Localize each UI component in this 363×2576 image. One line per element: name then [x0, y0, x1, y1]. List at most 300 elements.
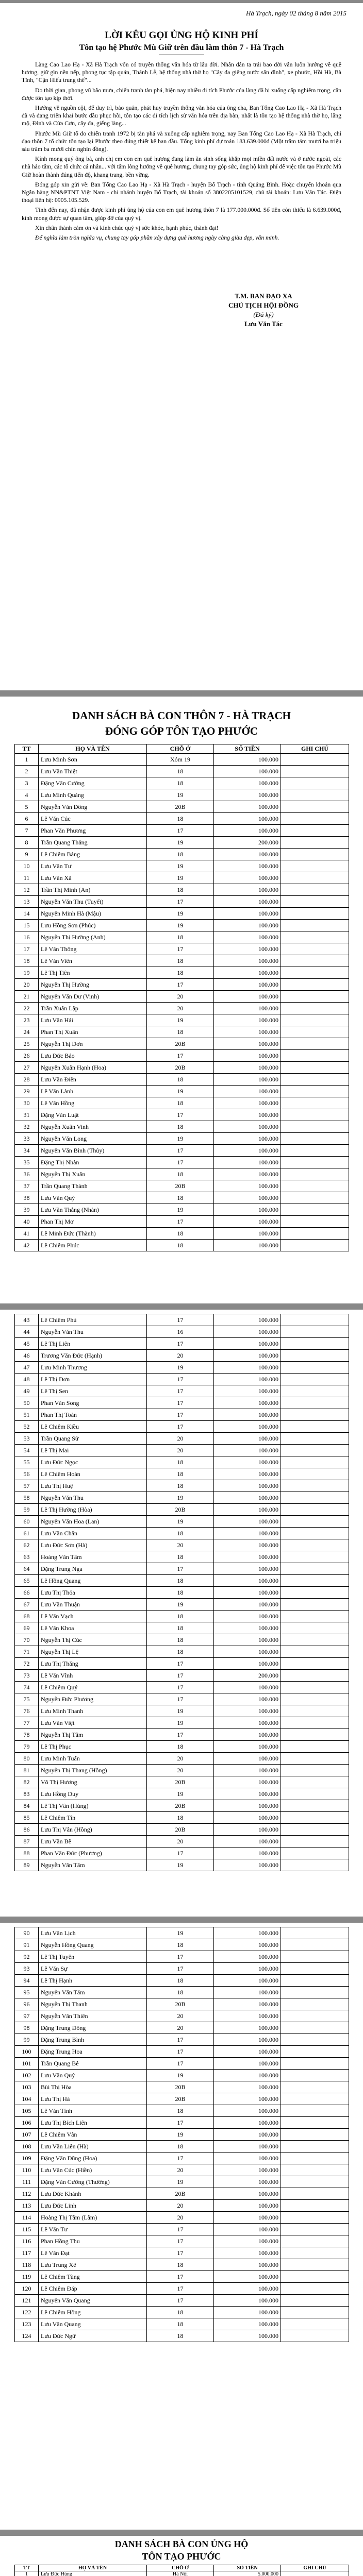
amount: 100.000 — [214, 2318, 281, 2330]
amount: 100.000 — [214, 1975, 281, 1987]
row-number: 73 — [15, 1670, 39, 1682]
row-number: 13 — [15, 896, 39, 908]
residence: 18 — [147, 766, 214, 777]
table-row — [15, 1026, 349, 1038]
note — [281, 1599, 349, 1611]
note — [281, 813, 349, 825]
donor-name: Lê Văn Đạt — [39, 2247, 147, 2259]
donor-name: Đặng Thị Nhàn — [39, 1157, 147, 1168]
residence: 19 — [147, 1014, 214, 1026]
row-number: 101 — [15, 2058, 39, 2070]
table-row — [15, 955, 349, 967]
amount: 100.000 — [214, 1216, 281, 1228]
amount: 100.000 — [214, 1314, 281, 1326]
residence: 18 — [147, 1987, 214, 1998]
row-number: 66 — [15, 1587, 39, 1599]
amount: 100.000 — [214, 943, 281, 955]
row-number: 97 — [15, 2010, 39, 2022]
note — [281, 1963, 349, 1975]
amount: 100.000 — [214, 991, 281, 1003]
residence: 18 — [147, 2307, 214, 2318]
note — [281, 1180, 349, 1192]
donor-name: Lê Chiêm Tùng — [39, 2271, 147, 2283]
table-row — [15, 1492, 349, 1504]
residence: 19 — [147, 1717, 214, 1729]
amount: 100.000 — [214, 1168, 281, 1180]
amount: 100.000 — [214, 979, 281, 991]
table-row — [15, 1939, 349, 1951]
table-row — [15, 1812, 349, 1824]
residence: 18 — [147, 1551, 214, 1563]
row-number: 69 — [15, 1622, 39, 1634]
table-row — [15, 2105, 349, 2117]
table-row — [15, 1776, 349, 1788]
note — [281, 1026, 349, 1038]
note — [281, 1480, 349, 1492]
donor-name: Lưu Văn Liên (Hà) — [39, 2141, 147, 2153]
note — [281, 2129, 349, 2141]
note — [281, 825, 349, 837]
donor-table — [14, 1927, 349, 2342]
donor-name: Lê Chiêm Hồng — [39, 2307, 147, 2318]
donor-name: Phan Văn Đức (Phương) — [39, 1848, 147, 1859]
amount: 100.000 — [214, 813, 281, 825]
row-number: 7 — [15, 825, 39, 837]
residence: 18 — [147, 813, 214, 825]
table-row — [15, 1180, 349, 1192]
note — [281, 967, 349, 979]
residence: 18 — [147, 2318, 214, 2330]
residence: 20B — [147, 1038, 214, 1050]
residence: 18 — [147, 1622, 214, 1634]
donor-name: Lê Chiêm Vân — [39, 2129, 147, 2141]
amount: 100.000 — [214, 2034, 281, 2046]
table-row — [15, 1634, 349, 1646]
note — [281, 1528, 349, 1539]
amount: 100.000 — [214, 1433, 281, 1445]
note — [281, 789, 349, 801]
donor-name: Lê Thị Tiên — [39, 967, 147, 979]
donor-name: Lưu Đức Ngữ — [39, 2330, 147, 2342]
table-row — [15, 1456, 349, 1468]
row-number: 71 — [15, 1646, 39, 1658]
amount: 100.000 — [214, 1192, 281, 1204]
note — [281, 1539, 349, 1551]
row-number: 40 — [15, 1216, 39, 1228]
residence: 17 — [147, 2271, 214, 2283]
residence: 19 — [147, 1204, 214, 1216]
table-row — [15, 1362, 349, 1374]
amount: 100.000 — [214, 2271, 281, 2283]
residence: 18 — [147, 1939, 214, 1951]
donor-name: Lưu Văn Thiệt — [39, 766, 147, 777]
residence: 17 — [147, 2247, 214, 2259]
note — [281, 1314, 349, 1326]
table-row — [15, 1168, 349, 1180]
letter-paragraph: Phước Mù Giữ tổ do chiến tranh 1972 bị tàn phá và xuống cấp nghiêm trọng, nay Ban Tổng Cao Lao Hạ - Xã Hà Trạch, chỉ đạo thôn 7 tổ chức tôn tạo lại Phước theo đúng thiết kế ban đầu. Tổng kinh phí dự toán 183.639.000đ (Một trăm tám mươi ba triệu sáu trăm ba mươi chín nghìn đồng). — [22, 130, 341, 153]
note — [281, 1326, 349, 1338]
donor-name: Lê Chiêm Phú — [39, 1314, 147, 1326]
residence: 16 — [147, 1326, 214, 1338]
note — [281, 2283, 349, 2295]
donor-name: Lê Chiêm Tín — [39, 1812, 147, 1824]
note — [281, 2235, 349, 2247]
table-body — [15, 1927, 349, 2342]
table-row — [15, 2176, 349, 2188]
row-number: 1 — [15, 754, 39, 766]
note — [281, 1646, 349, 1658]
letter-date: Hà Trạch, ngày 02 tháng 8 năm 2015 — [246, 9, 346, 17]
residence: 20 — [147, 1836, 214, 1848]
donor-name: Lê Văn Vạch — [39, 1611, 147, 1622]
note — [281, 1338, 349, 1350]
residence: 18 — [147, 2259, 214, 2271]
table-row — [15, 1109, 349, 1121]
table-row — [15, 2259, 349, 2271]
amount: 100.000 — [214, 1038, 281, 1050]
note — [281, 1998, 349, 2010]
table-row — [15, 849, 349, 860]
row-number: 67 — [15, 1599, 39, 1611]
note — [281, 1168, 349, 1180]
table-body — [15, 1314, 349, 1871]
table-row — [15, 2081, 349, 2093]
table-row — [15, 1338, 349, 1350]
row-number: 105 — [15, 2105, 39, 2117]
amount: 100.000 — [214, 1445, 281, 1456]
residence: 17 — [147, 1050, 214, 1062]
row-number: 54 — [15, 1445, 39, 1456]
donor-name: Lưu Văn Thuận — [39, 1599, 147, 1611]
note — [281, 1634, 349, 1646]
note — [281, 1468, 349, 1480]
residence: 20B — [147, 1998, 214, 2010]
signature-title: CHỦ TỊCH HỘI ĐỒNG — [228, 301, 299, 309]
row-number: 51 — [15, 1409, 39, 1421]
donor-name: Đặng Trung Nga — [39, 1563, 147, 1575]
donor-name: Lưu Đức Bảo — [39, 1050, 147, 1062]
donor-name: Đặng Trung Đông — [39, 2022, 147, 2034]
table-row — [15, 1575, 349, 1587]
donor-name: Lưu Minh Quảng — [39, 789, 147, 801]
residence: 17 — [147, 943, 214, 955]
amount: 100.000 — [214, 1859, 281, 1871]
note — [281, 2318, 349, 2330]
donor-name: Lê Văn Cúc — [39, 813, 147, 825]
residence: 17 — [147, 1409, 214, 1421]
donor-name: Nguyễn Thị Xuân — [39, 1168, 147, 1180]
row-number: 37 — [15, 1180, 39, 1192]
page-list-2 — [4, 1310, 359, 1917]
residence: 18 — [147, 1456, 214, 1468]
table-row — [15, 1717, 349, 1729]
amount: 100.000 — [214, 1480, 281, 1492]
column-header: CHỖ Ở — [147, 744, 214, 754]
amount: 100.000 — [214, 2046, 281, 2058]
row-number: 46 — [15, 1350, 39, 1362]
residence: 17 — [147, 2283, 214, 2295]
letter-title: LỜI KÊU GỌI ỦNG HỘ KINH PHÍ — [105, 30, 258, 41]
row-number: 21 — [15, 991, 39, 1003]
row-number: 16 — [15, 931, 39, 943]
amount: 100.000 — [214, 860, 281, 872]
amount: 100.000 — [214, 1717, 281, 1729]
row-number: 12 — [15, 884, 39, 896]
row-number: 77 — [15, 1717, 39, 1729]
row-number: 38 — [15, 1192, 39, 1204]
amount: 100.000 — [214, 1145, 281, 1157]
row-number: 57 — [15, 1480, 39, 1492]
residence: 17 — [147, 1397, 214, 1409]
note — [281, 1551, 349, 1563]
residence: 17 — [147, 825, 214, 837]
residence: 20 — [147, 2010, 214, 2022]
table-row — [15, 2046, 349, 2058]
note — [281, 2212, 349, 2224]
row-number: 55 — [15, 1456, 39, 1468]
amount: 100.000 — [214, 1338, 281, 1350]
donor-name: Lê Thị Mai — [39, 1445, 147, 1456]
donor-name: Lê Văn Hồng — [39, 1097, 147, 1109]
row-number: 50 — [15, 1397, 39, 1409]
note — [281, 1157, 349, 1168]
page-separator — [0, 1917, 363, 1923]
donor-name: Lưu Minh Tuấn — [39, 1753, 147, 1765]
signature-block — [204, 292, 323, 329]
note — [281, 837, 349, 849]
donor-name: Lưu Thị Huệ — [39, 1480, 147, 1492]
note — [281, 1717, 349, 1729]
page-separator — [0, 1303, 363, 1310]
row-number: 56 — [15, 1468, 39, 1480]
note — [281, 1350, 349, 1362]
residence: 19 — [147, 1788, 214, 1800]
amount: 5.000.000 — [214, 2571, 281, 2576]
amount: 100.000 — [214, 2010, 281, 2022]
note — [281, 1575, 349, 1587]
row-number: 60 — [15, 1516, 39, 1528]
donor-name: Nguyễn Văn Tâm — [39, 1859, 147, 1871]
column-header: HỌ VÀ TÊN — [39, 2565, 147, 2571]
amount: 100.000 — [214, 1504, 281, 1516]
donor-name: Đặng Văn Cường — [39, 777, 147, 789]
table-row — [15, 2247, 349, 2259]
amount: 100.000 — [214, 872, 281, 884]
donor-name: Đặng Trung Bình — [39, 2034, 147, 2046]
table-row — [15, 777, 349, 789]
row-number: 10 — [15, 860, 39, 872]
note — [281, 2164, 349, 2176]
row-number: 2 — [15, 766, 39, 777]
note — [281, 2153, 349, 2164]
row-number: 47 — [15, 1362, 39, 1374]
amount: 100.000 — [214, 1014, 281, 1026]
amount: 100.000 — [214, 2235, 281, 2247]
donor-name: Lưu Văn Việt — [39, 1717, 147, 1729]
residence: 20B — [147, 1824, 214, 1836]
letter-paragraph: Làng Cao Lao Hạ - Xã Hà Trạch vốn có truyền thống văn hóa từ lâu đời. Nhân dân ta trải bao đời vẫn luôn hướng về quê hương, giữ gìn nền nếp, phong tục tập quán, Thánh Lễ, hệ thống nhà thờ họ "Cây đa giếng nước sân đình", xe phước, Hồi Hà, Bà Tĩnh, "Cận Hiếu trung thế"... — [22, 61, 341, 84]
amount: 100.000 — [214, 801, 281, 813]
table-body — [15, 754, 349, 1251]
row-number: 102 — [15, 2070, 39, 2081]
signature-note: (Đã ký) — [253, 311, 274, 318]
row-number: 111 — [15, 2176, 39, 2188]
row-number: 31 — [15, 1109, 39, 1121]
residence: 20 — [147, 1003, 214, 1014]
residence: 20B — [147, 1800, 214, 1812]
residence: 17 — [147, 1670, 214, 1682]
page-list-3 — [4, 1923, 359, 2530]
residence: 18 — [147, 967, 214, 979]
donor-name: Trần Quang Thành — [39, 1180, 147, 1192]
amount: 100.000 — [214, 955, 281, 967]
amount: 100.000 — [214, 754, 281, 766]
residence: Hà Nội — [147, 2571, 214, 2576]
column-header: CHỖ Ở — [147, 2565, 214, 2571]
donor-name: Lưu Đức Hùng — [39, 2571, 147, 2576]
amount: 100.000 — [214, 1599, 281, 1611]
residence: 17 — [147, 2153, 214, 2164]
note — [281, 908, 349, 920]
donor-name: Nguyễn Văn Quang — [39, 2295, 147, 2307]
note — [281, 1204, 349, 1216]
row-number: 70 — [15, 1634, 39, 1646]
note — [281, 2093, 349, 2105]
note — [281, 1109, 349, 1121]
note — [281, 754, 349, 766]
table-row — [15, 1516, 349, 1528]
table-row — [15, 991, 349, 1003]
note — [281, 1848, 349, 1859]
row-number: 112 — [15, 2188, 39, 2200]
table-row — [15, 1824, 349, 1836]
amount: 100.000 — [214, 1963, 281, 1975]
residence: 20B — [147, 1180, 214, 1192]
donor-name: Nguyễn Thị Hường (Anh) — [39, 931, 147, 943]
row-number: 43 — [15, 1314, 39, 1326]
residence: 17 — [147, 2295, 214, 2307]
amount: 100.000 — [214, 1776, 281, 1788]
table-row — [15, 1421, 349, 1433]
residence: 18 — [147, 955, 214, 967]
note — [281, 1859, 349, 1871]
row-number: 80 — [15, 1753, 39, 1765]
table-row — [15, 825, 349, 837]
donor-name: Lê Văn Sự — [39, 1963, 147, 1975]
note — [281, 1705, 349, 1717]
row-number: 64 — [15, 1563, 39, 1575]
table-row — [15, 1563, 349, 1575]
donor-name: Hoàng Văn Tâm — [39, 1551, 147, 1563]
amount: 100.000 — [214, 931, 281, 943]
note — [281, 991, 349, 1003]
table-row — [15, 2070, 349, 2081]
donor-name: Lưu Văn Lịch — [39, 1927, 147, 1939]
table-row — [15, 1705, 349, 1717]
donor-name: Nguyễn Thị Hường — [39, 979, 147, 991]
residence: 18 — [147, 1097, 214, 1109]
page-separator — [0, 2530, 363, 2536]
amount: 100.000 — [214, 2295, 281, 2307]
table-row — [15, 1611, 349, 1622]
note — [281, 2022, 349, 2034]
table-row — [15, 1504, 349, 1516]
amount: 100.000 — [214, 789, 281, 801]
page-list-1 — [4, 697, 359, 1303]
note — [281, 1987, 349, 1998]
row-number: 44 — [15, 1326, 39, 1338]
donor-name: Nguyễn Văn Thu — [39, 1492, 147, 1504]
table-row — [15, 2153, 349, 2164]
table-row — [15, 1998, 349, 2010]
row-number: 84 — [15, 1800, 39, 1812]
note — [281, 1133, 349, 1145]
amount: 100.000 — [214, 884, 281, 896]
row-number: 100 — [15, 2046, 39, 2058]
donor-name: Lưu Hồng Duy — [39, 1788, 147, 1800]
donor-name: Lưu Văn Quang — [39, 2318, 147, 2330]
amount: 100.000 — [214, 1492, 281, 1504]
amount: 100.000 — [214, 1788, 281, 1800]
amount: 100.000 — [214, 1204, 281, 1216]
residence: 19 — [147, 872, 214, 884]
donor-name: Lưu Thị Vân (Hồng) — [39, 1824, 147, 1836]
row-number: 1 — [15, 2571, 39, 2576]
amount: 100.000 — [214, 1539, 281, 1551]
row-number: 20 — [15, 979, 39, 991]
donor-name: Lê Thị Dơn — [39, 1374, 147, 1385]
table-row — [15, 1741, 349, 1753]
note — [281, 849, 349, 860]
residence: 18 — [147, 1975, 214, 1987]
row-number: 76 — [15, 1705, 39, 1717]
table-row — [15, 1975, 349, 1987]
row-number: 93 — [15, 1963, 39, 1975]
donor-name: Nguyễn Văn Thiên — [39, 2010, 147, 2022]
donor-name: Lê Chiêm Bảng — [39, 849, 147, 860]
table-row — [15, 979, 349, 991]
donor-name: Lê Thị Sen — [39, 1385, 147, 1397]
amount: 100.000 — [214, 1634, 281, 1646]
residence: 18 — [147, 2105, 214, 2117]
note — [281, 2295, 349, 2307]
note — [281, 1409, 349, 1421]
amount: 100.000 — [214, 1397, 281, 1409]
row-number: 17 — [15, 943, 39, 955]
row-number: 27 — [15, 1062, 39, 1074]
letter-body — [22, 61, 341, 244]
residence: 20 — [147, 1350, 214, 1362]
row-number: 91 — [15, 1939, 39, 1951]
donor-name: Lưu Thị Bích Liên — [39, 2117, 147, 2129]
amount: 100.000 — [214, 1563, 281, 1575]
table-row — [15, 1859, 349, 1871]
row-number: 92 — [15, 1951, 39, 1963]
row-number: 72 — [15, 1658, 39, 1670]
amount: 100.000 — [214, 1326, 281, 1338]
row-number: 25 — [15, 1038, 39, 1050]
table-row — [15, 1385, 349, 1397]
note — [281, 1097, 349, 1109]
table-row — [15, 1693, 349, 1705]
donor-name: Lê Văn Tư — [39, 2224, 147, 2235]
table-row — [15, 1951, 349, 1963]
table-row — [15, 2235, 349, 2247]
amount: 100.000 — [214, 1646, 281, 1658]
note — [281, 955, 349, 967]
donor-name: Lê Chiêm Phúc — [39, 1240, 147, 1251]
note — [281, 2247, 349, 2259]
